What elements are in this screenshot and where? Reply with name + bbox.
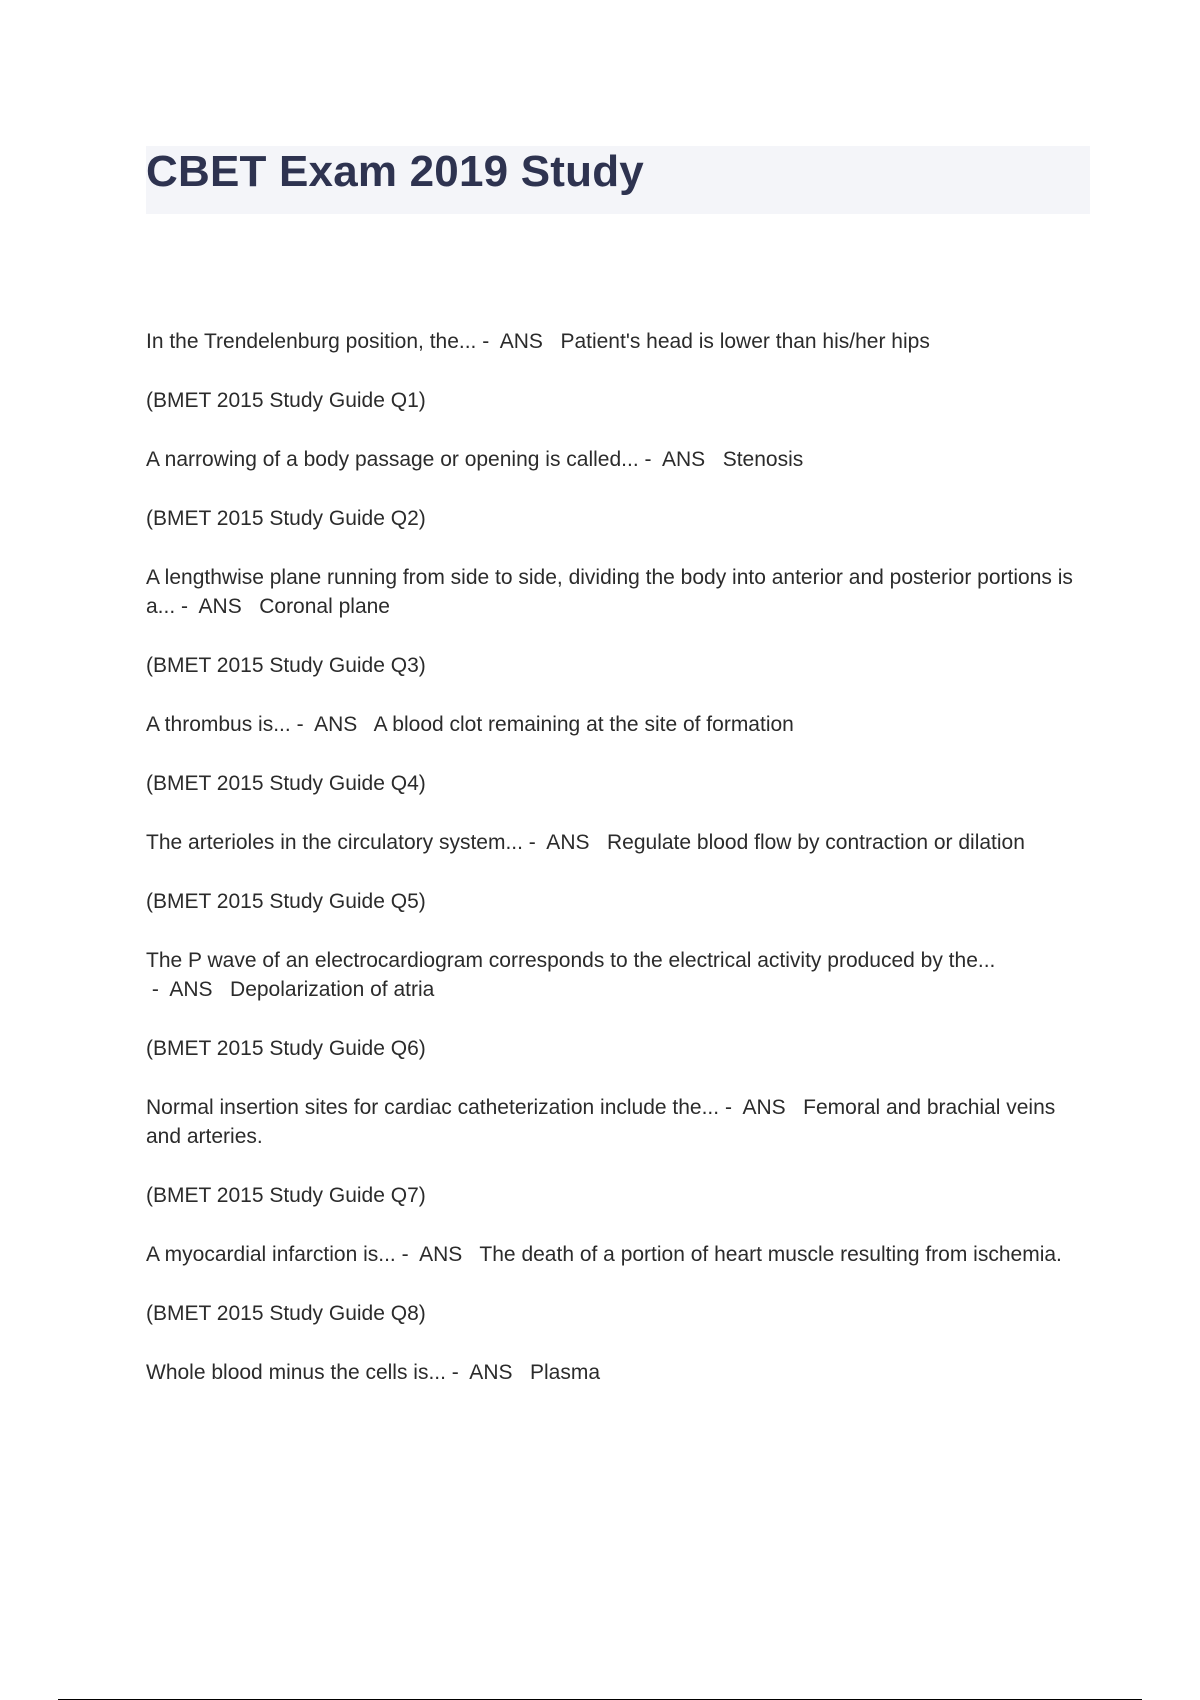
document-title: CBET Exam 2019 Study (146, 147, 644, 196)
qa-item (146, 327, 1086, 356)
qa-item (146, 1093, 1086, 1151)
reference-text: (BMET 2015 Study Guide Q6) (146, 1037, 426, 1060)
reference-text: (BMET 2015 Study Guide Q8) (146, 1302, 426, 1325)
question-text: In the Trendelenburg position, the... (146, 330, 477, 353)
question-text: The arterioles in the circulatory system... (146, 831, 523, 854)
answer-separator: - ANS (719, 1096, 804, 1119)
reference-text: (BMET 2015 Study Guide Q5) (146, 890, 426, 913)
qa-list (146, 327, 1086, 1387)
reference-text: (BMET 2015 Study Guide Q1) (146, 389, 426, 412)
reference-text: (BMET 2015 Study Guide Q3) (146, 654, 426, 677)
answer-separator: - ANS (476, 330, 561, 353)
answer-text: A blood clot remaining at the site of formation (373, 713, 794, 736)
answer-text: Coronal plane (259, 595, 390, 618)
reference-text: (BMET 2015 Study Guide Q7) (146, 1184, 426, 1207)
answer-text: Stenosis (722, 448, 804, 471)
reference-text: (BMET 2015 Study Guide Q4) (146, 772, 426, 795)
question-text: A lengthwise plane running from side to side, dividing the body into anterior and posterior portions is a... (146, 566, 1073, 618)
qa-item (146, 1358, 1086, 1387)
qa-item (146, 710, 1086, 739)
answer-separator: - ANS (445, 1361, 530, 1384)
answer-text: Femoral and brachial veins and arteries. (146, 1096, 1056, 1148)
answer-text: Plasma (530, 1361, 601, 1384)
qa-item (146, 1240, 1086, 1269)
answer-text: Patient's head is lower than his/her hips (560, 330, 930, 353)
question-text: Normal insertion sites for cardiac catheterization include the... (146, 1096, 720, 1119)
question-text: The P wave of an electrocardiogram corresponds to the electrical activity produced by the... (146, 949, 996, 972)
answer-text: Depolarization of atria (230, 978, 435, 1001)
answer-separator: - ANS (146, 978, 231, 1001)
answer-text: Regulate blood flow by contraction or dilation (607, 831, 1025, 854)
question-text: A myocardial infarction is... (146, 1243, 396, 1266)
answer-separator: - ANS (395, 1243, 480, 1266)
answer-separator: - ANS (522, 831, 607, 854)
question-text: A narrowing of a body passage or opening is called... (146, 448, 639, 471)
qa-item (146, 946, 1086, 1004)
answer-separator: - ANS (638, 448, 723, 471)
qa-item (146, 563, 1086, 621)
question-text: Whole blood minus the cells is... (146, 1361, 446, 1384)
answer-separator: - ANS (175, 595, 260, 618)
answer-text: The death of a portion of heart muscle resulting from ischemia. (479, 1243, 1062, 1266)
question-text: A thrombus is... (146, 713, 291, 736)
answer-separator: - ANS (290, 713, 374, 736)
reference-text: (BMET 2015 Study Guide Q2) (146, 507, 426, 530)
qa-item (146, 828, 1086, 857)
qa-item (146, 445, 1086, 474)
